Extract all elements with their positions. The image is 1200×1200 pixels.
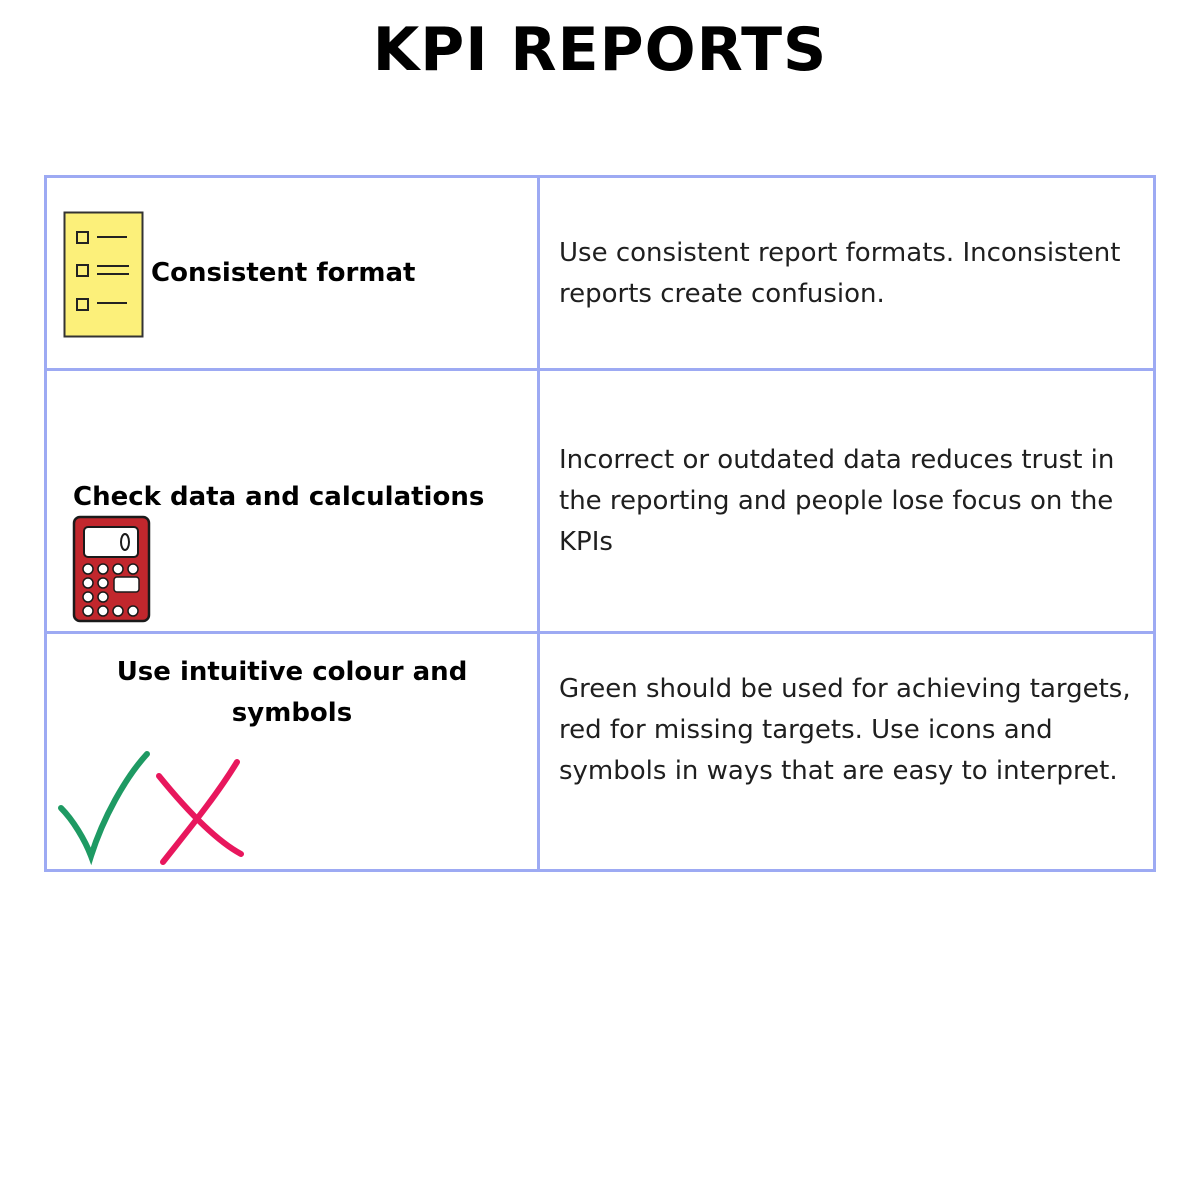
row-heading: Check data and calculations <box>73 482 485 512</box>
table-row <box>47 178 1153 371</box>
row-description: Incorrect or outdated data reduces trust in the reporting and people lose focus on the KPIs <box>559 445 1115 557</box>
row-description: Use consistent report formats. Inconsistent reports create confusion. <box>559 238 1121 309</box>
table-row <box>47 634 1153 869</box>
kpi-tips-table <box>44 175 1156 872</box>
check-and-cross-icon <box>55 748 245 866</box>
calculator-icon <box>72 515 152 625</box>
page-title: KPI REPORTS <box>372 15 828 85</box>
row-description: Green should be used for achieving targets, red for missing targets. Use icons and symbols in ways that are easy to interpret. <box>559 674 1131 786</box>
row-heading: Use intuitive colour and symbols <box>116 657 468 728</box>
table-row <box>47 371 1153 634</box>
column-divider <box>537 178 540 869</box>
row-heading: Consistent format <box>151 258 416 288</box>
checklist-icon <box>63 211 145 339</box>
